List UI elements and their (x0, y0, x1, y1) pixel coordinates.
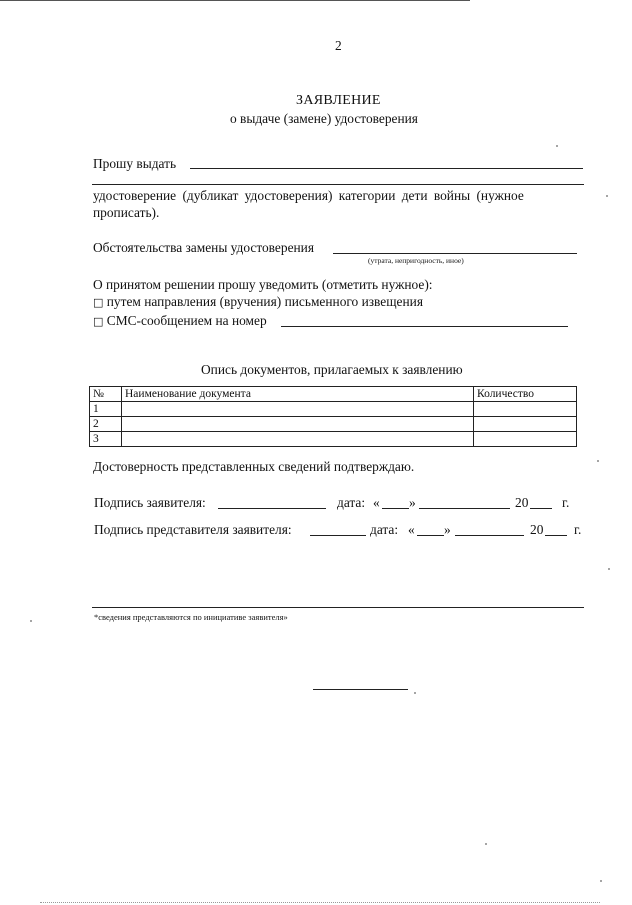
bottom-scan-edge (40, 902, 600, 903)
representative-signature-line[interactable] (310, 535, 366, 536)
page-number: 2 (335, 38, 342, 53)
applicant-close-quote: » (409, 495, 416, 510)
replacement-label: Обстоятельства замены удостоверения (93, 240, 315, 255)
applicant-date-label: дата: (337, 495, 366, 510)
sms-number-input-line[interactable] (281, 326, 568, 327)
table-row (90, 417, 577, 432)
replacement-hint: (утрата, непригодность, иное) (368, 256, 464, 265)
representative-open-quote: « (408, 522, 415, 537)
scan-speck (485, 843, 487, 845)
applicant-signature-line[interactable] (218, 508, 326, 509)
applicant-month-line[interactable] (419, 508, 510, 509)
applicant-year-suffix: г. (562, 495, 570, 510)
table-cell-number: 2 (90, 417, 122, 432)
scan-speck (414, 692, 416, 694)
footnote-separator (92, 607, 584, 608)
scan-speck (600, 880, 602, 882)
representative-day-line[interactable] (417, 535, 444, 536)
table-row (90, 432, 577, 447)
applicant-day-line[interactable] (382, 508, 409, 509)
table-header-name: Наименование документа (122, 387, 474, 402)
representative-signature-label: Подпись представителя заявителя: (94, 522, 292, 537)
document-title: ЗАЯВЛЕНИЕ (296, 93, 381, 108)
applicant-open-quote: « (373, 495, 380, 510)
representative-year-line[interactable] (545, 535, 567, 536)
table-cell-name[interactable] (122, 417, 474, 432)
notify-option-letter[interactable] (93, 294, 423, 311)
table-header-row (90, 387, 577, 402)
notify-option-sms-label: СМС-сообщением на номер (106, 313, 267, 328)
document-subtitle: о выдаче (замене) удостоверения (230, 111, 418, 126)
table-cell-name[interactable] (122, 402, 474, 417)
request-label: Прошу выдать (93, 156, 177, 171)
table-cell-quantity[interactable] (474, 402, 577, 417)
footnote-text: *сведения представляются по инициативе заявителя» (94, 612, 288, 622)
scan-speck (30, 620, 32, 622)
documents-table (89, 386, 577, 447)
applicant-year-prefix: 20 (515, 495, 529, 510)
certificate-text-line2: прописать). (93, 205, 160, 220)
scan-speck (556, 145, 558, 147)
representative-year-prefix: 20 (530, 522, 544, 537)
request-second-line[interactable] (92, 184, 584, 185)
representative-year-suffix: г. (574, 522, 582, 537)
table-cell-name[interactable] (122, 432, 474, 447)
scan-speck (606, 195, 608, 197)
top-edge-line (0, 0, 470, 1)
certificate-text-line1: удостоверение (дубликат удостоверения) категории дети войны (нужное (93, 188, 524, 203)
checkbox-letter[interactable]: □ (93, 296, 104, 309)
bottom-short-rule (313, 689, 408, 690)
table-row (90, 402, 577, 417)
table-cell-number: 1 (90, 402, 122, 417)
representative-month-line[interactable] (455, 535, 524, 536)
inventory-title: Опись документов, прилагаемых к заявлению (201, 362, 463, 377)
request-input-line[interactable] (190, 168, 583, 169)
replacement-input-line[interactable] (333, 253, 577, 254)
table-cell-quantity[interactable] (474, 417, 577, 432)
scan-speck (608, 568, 610, 570)
representative-date-label: дата: (370, 522, 399, 537)
table-cell-number: 3 (90, 432, 122, 447)
confirmation-text: Достоверность представленных сведений подтверждаю. (93, 459, 415, 474)
checkbox-sms[interactable]: □ (93, 315, 104, 328)
scan-speck (597, 460, 599, 462)
notify-option-letter-label: путем направления (вручения) письменного извещения (106, 294, 423, 309)
table-cell-quantity[interactable] (474, 432, 577, 447)
applicant-signature-label: Подпись заявителя: (94, 495, 206, 510)
notify-option-sms[interactable] (93, 313, 267, 330)
applicant-year-line[interactable] (530, 508, 552, 509)
notify-label: О принятом решении прошу уведомить (отметить нужное): (93, 277, 433, 292)
table-header-number: № (90, 387, 122, 402)
representative-close-quote: » (444, 522, 451, 537)
table-header-quantity: Количество (474, 387, 577, 402)
